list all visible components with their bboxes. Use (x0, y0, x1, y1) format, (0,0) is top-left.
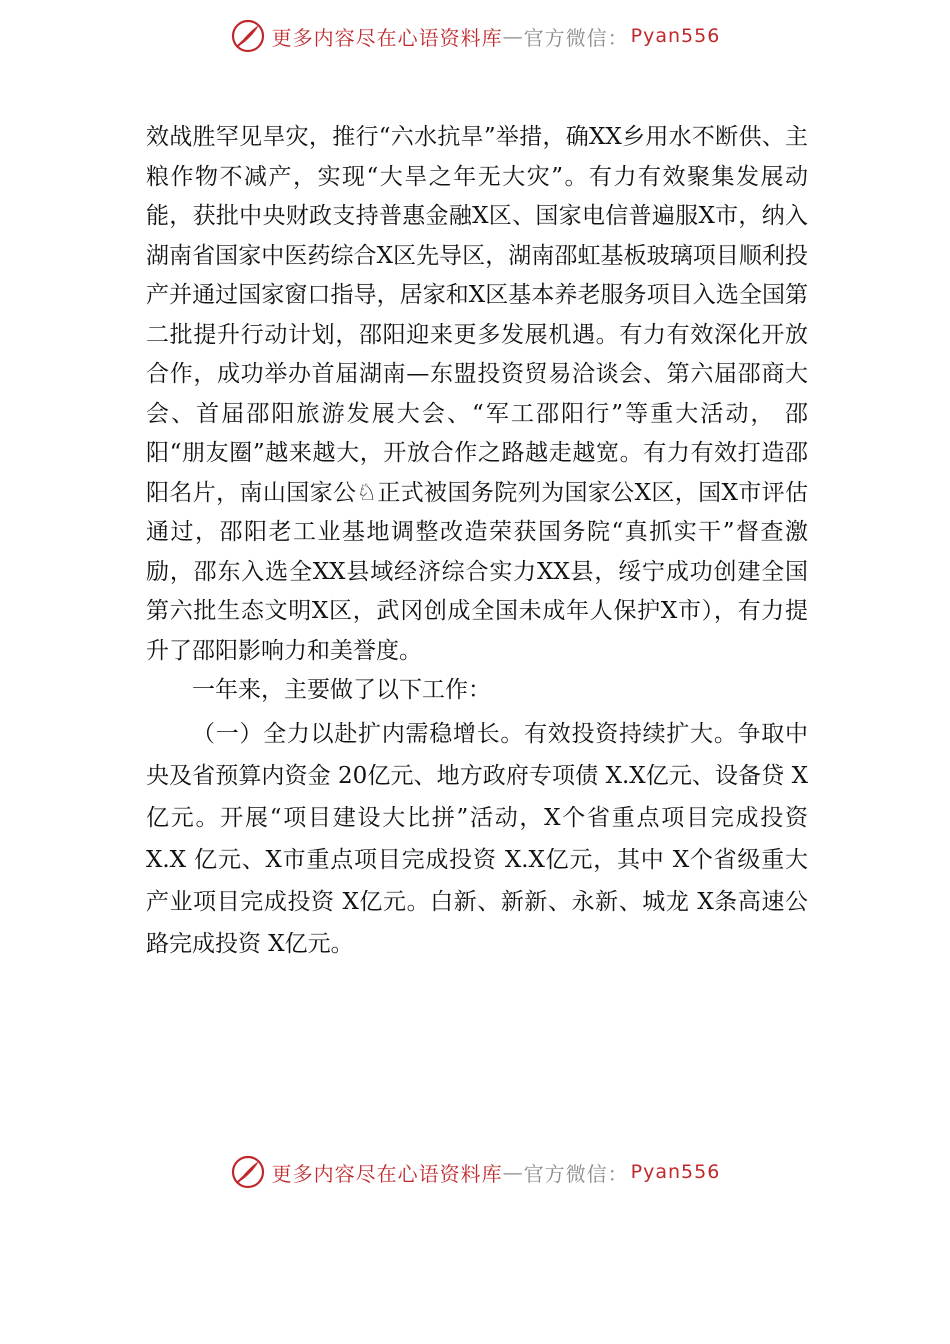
feather-seal-icon (230, 18, 266, 54)
document-body (146, 118, 808, 965)
watermark-wechat-id: Pyan556 (630, 1161, 721, 1183)
watermark-label: 官方微信： (523, 25, 629, 50)
watermark-separator: — (502, 24, 524, 48)
paragraph-2: 一年来，主要做了以下工作： (192, 677, 491, 703)
footer-watermark (0, 1150, 950, 1194)
paragraph-1: 效战胜罕见旱灾，推行“六水抗旱”举措，确XX乡用水不断供、主粮作物不减产，实现“大旱之年无大灾”。有力有效聚集发展动能，获批中央财政支持普惠金融X区、国家电信普遍服X市，纳入湖南省国家中医药综合X区先导区，湖南邵虹基板玻璃项目顺利投产并通过国家窗口指导，居家和X区基本养老服务项目入选全国第二批提升行动计划，邵阳迎来更多发展机遇。有力有效深化开放合作，成功举办首届湖南—东盟投资贸易洽谈会、第六届邵商大会、首届邵阳旅游发展大会、“军工邵阳行”等重大活动， 邵阳“朋友圈”越来越大，开放合作之路越走越宽。有力有效打造邵阳名片，南山国家公♘正式被国务院列为国家公X区，国X市评估通过，邵阳老工业基地调整改造荣获国务院“真抓实干”督查激励，邵东入选全XX县域经济综合实力XX县，绥宁成功创建全国第六批生态文明X区，武冈创成全国未成年人保护X市），有力提升了邵阳影响力和美誉度。 (146, 124, 808, 664)
feather-seal-icon (230, 1154, 266, 1190)
watermark-separator: — (502, 1160, 524, 1184)
watermark-label: 官方微信： (523, 1161, 629, 1186)
watermark-main-text: 更多内容尽在心语资料库 (271, 1161, 503, 1186)
watermark-wechat-id: Pyan556 (630, 25, 721, 47)
header-watermark (0, 14, 950, 58)
paragraph-3: （一）全力以赴扩内需稳增长。有效投资持续扩大。争取中央及省预算内资金 20亿元、地方政府专项债 X.X亿元、设备贷 X亿元。开展“项目建设大比拼”活动，X个省重点项目完成投资 X.X 亿元、X市重点项目完成投资 X.X亿元，其中 X个省级重大产业项目完成投资 X亿元。白新、新新、永新、城龙 X条高速公路完成投资 X亿元。 (146, 720, 808, 957)
watermark-main-text: 更多内容尽在心语资料库 (271, 25, 503, 50)
